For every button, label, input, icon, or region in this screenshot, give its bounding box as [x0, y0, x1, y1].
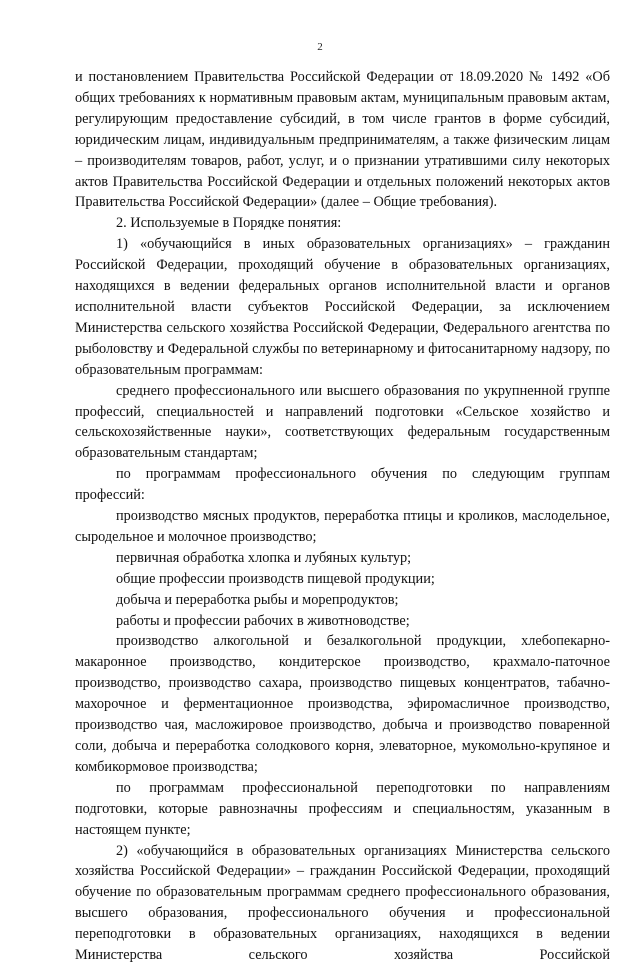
- paragraph-section-2: 2. Используемые в Порядке понятия:: [116, 215, 342, 232]
- document-body: [75, 67, 610, 966]
- page-number: 2: [317, 41, 323, 53]
- paragraph-definition-1: 1) «обучающийся в иных образовательных организациях» – гражданин Российской Федерации, проходящий обучение в образовательных организациях, находящихся в ведении федеральных органов исполнительной власти и органов исполнительной власти субъектов Российской Федерации, за исключением Министерства сельского хозяйства Российской Федерации, Федерального агентства по рыболовству и Федеральной службы по ветеринарному и фитосанитарному надзору, по образовательным программам:: [75, 236, 610, 378]
- list-item-food-production: общие профессии производств пищевой продукции;: [116, 570, 435, 587]
- list-item-fish-seafood: добыча и переработка рыбы и морепродуктов;: [116, 591, 399, 608]
- paragraph-vocational-training: по программам профессионального обучения по следующим группам профессий:: [75, 466, 610, 504]
- list-item-livestock: работы и профессии рабочих в животноводстве;: [116, 612, 410, 629]
- paragraph-definition-2: 2) «обучающийся в образовательных организациях Министерства сельского хозяйства Российской Федерации» – гражданин Российской Федерации, проходящий обучение по образовательным программам среднего профессионального образования, высшего образования, профессионального обучения и профессиональной переподготовки в образовательных организациях, находящихся в ведении Министерства сельского хозяйства Российской: [75, 842, 610, 964]
- list-item-beverage-production: производство алкогольной и безалкогольной продукции, хлебопекарно-макаронное производство, кондитерское производство, крахмало-паточное производство, производство сахара, производство пищевых концентратов, табачно-махорочное и ферментационное производства, эфиромасличное производство, производство чая, масложировое производство, добыча и производство поваренной соли, добыча и переработка солодкового корня, элеваторное, мукомольно-крупяное и комбикормовое производства;: [75, 633, 610, 775]
- list-item-meat-production: производство мясных продуктов, переработка птицы и кроликов, маслодельное, сыродельное и молочное производство;: [75, 508, 610, 545]
- paragraph-retraining: по программам профессиональной переподготовки по направлениям подготовки, которые равнозначны профессиям и специальностям, указанным в настоящем пункте;: [75, 779, 610, 838]
- list-item-cotton-processing: первичная обработка хлопка и лубяных культур;: [116, 549, 412, 566]
- paragraph-continuation: и постановлением Правительства Российской Федерации от 18.09.2020 № 1492 «Об общих требованиях к нормативным правовым актам, муниципальным правовым актам, регулирующим предоставление субсидий, в том числе грантов в форме субсидий, юридическим лицам, индивидуальным предпринимателям, а также физическим лицам – производителям товаров, работ, услуг, и о признании утратившими силу некоторых актов Правительства Российской Федерации и отдельных положений некоторых актов Правительства Российской Федерации» (далее – Общие требования).: [75, 69, 610, 211]
- paragraph-secondary-higher-education: среднего профессионального или высшего образования по укрупненной группе профессий, специальностей и направлений подготовки «Сельское хозяйство и сельскохозяйственные науки», соответствующих федеральным государственным образовательным стандартам;: [75, 382, 610, 462]
